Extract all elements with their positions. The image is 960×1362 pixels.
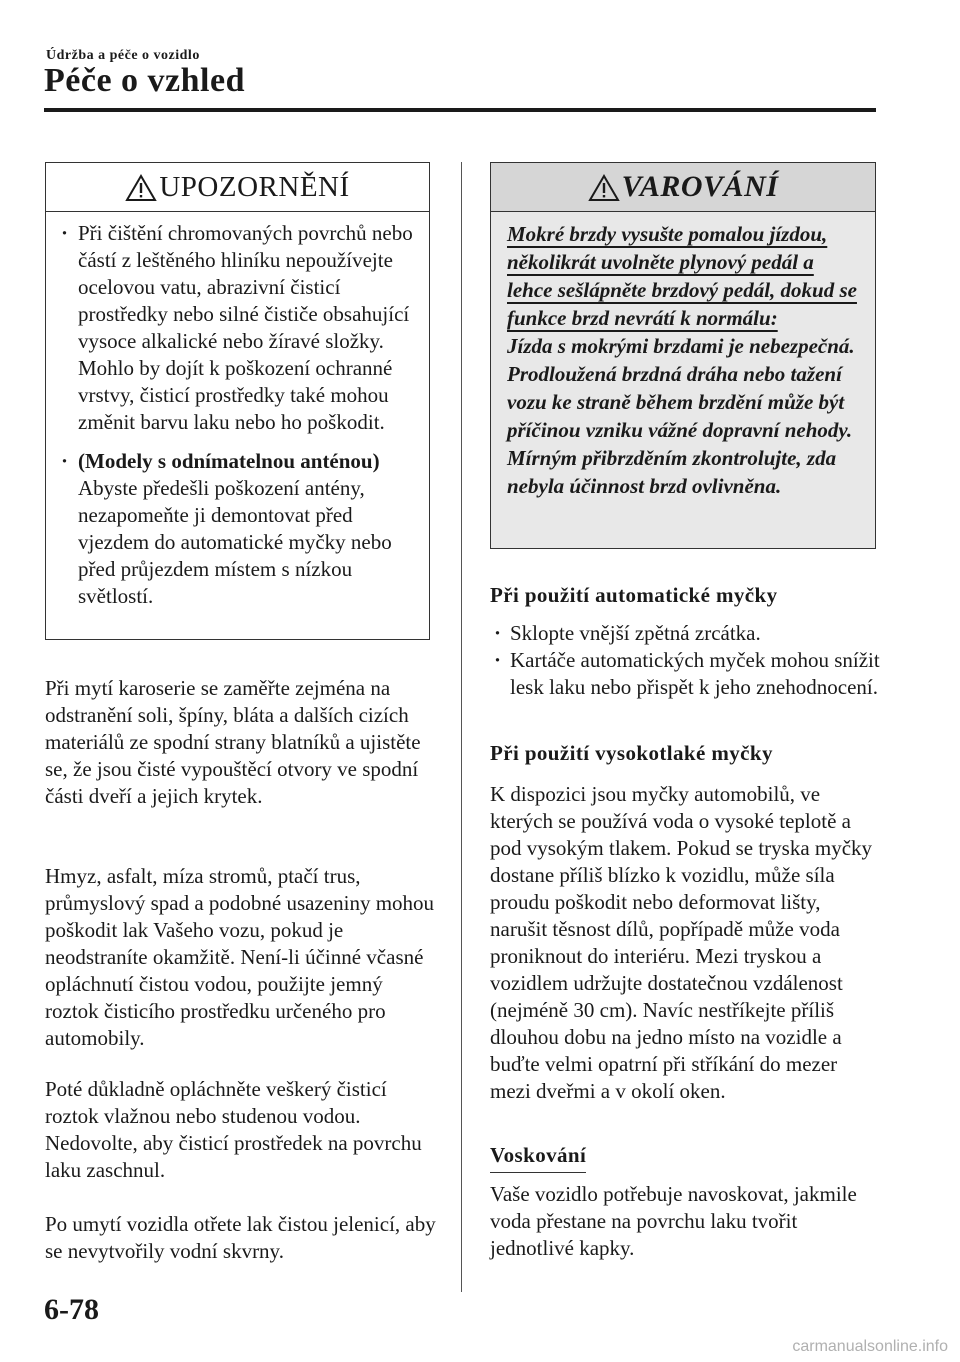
pressure-heading: Při použití vysokotlaké myčky xyxy=(490,741,773,765)
warning-text: Jízda s mokrými brzdami je nebezpečná. Prodloužená brzdná dráha nebo tažení vozu ke straně během brzdění může být příčinou vzniku vážné dopravní nehody. Mírným přibrzděním zkontrolujte, zda nebyla účinnost brzd ovlivněna. xyxy=(507,334,855,498)
warning-box xyxy=(490,162,876,549)
watermark: carmanualsonline.info xyxy=(792,1338,948,1355)
header-rule xyxy=(44,108,876,112)
warning-underlined-text: Mokré brzdy vysušte pomalou jízdou, několikrát uvolněte plynový pedál a lehce sešlápněte brzdový pedál, dokud se funkce brzd nevrátí k normálu: xyxy=(507,222,857,330)
page-title: Péče o vzhled xyxy=(44,62,245,99)
caution-list xyxy=(46,212,429,610)
waxing-paragraph: Vaše vozidlo potřebuje navoskovat, jakmile voda přestane na povrchu laku tvořit jednotlivé kapky. xyxy=(490,1182,857,1260)
caution-title: UPOZORNĚNÍ xyxy=(159,170,350,203)
warning-header xyxy=(491,163,875,212)
header-subtitle: Údržba a péče o vozidlo xyxy=(46,48,200,63)
waxing-heading: Voskování xyxy=(490,1142,880,1173)
caution-box xyxy=(45,162,430,640)
list-item: · Kartáče automatických myček mohou snížit lesk laku nebo přispět k jeho znehodnocení. xyxy=(490,647,880,701)
warning-triangle-icon xyxy=(125,174,157,202)
list-item: · Sklopte vnější zpětná zrcátka. xyxy=(490,620,880,647)
caution-header xyxy=(46,163,429,212)
carwash-list xyxy=(490,620,880,701)
left-paragraph-4: Po umytí vozidla otřete lak čistou jelenicí, aby se nevytvořily vodní skvrny. xyxy=(45,1212,436,1263)
warning-triangle-icon xyxy=(588,174,620,202)
caution-item-antenna: · (Modely s odnímatelnou anténou) Abyste předešli poškození antény, nezapomeňte ji demontovat před vjezdem do automatické myčky nebo před průjezdem místem s nízkou světlostí. xyxy=(58,448,415,610)
pressure-paragraph: K dispozici jsou myčky automobilů, ve kterých se používá voda o vysoké teplotě a pod vysokým tlakem. Pokud se tryska myčky dostane příliš blízko k vozidlu, může síla proudu poškodit nebo deformovat lišty, narušit těsnost dílů, popřípadě může voda proniknout do interiéru. Mezi tryskou a vozidlem udržujte dostatečnou vzdálenost (nejméně 30 cm). Navíc nestříkejte příliš dlouhou dobu na jedno místo na vozidle a buďte velmi opatrní při stříkání do mezer mezi dveřmi a v okolí oken. xyxy=(490,782,873,1103)
caution-item-chrome: · Při čištění chromovaných povrchů nebo částí z leštěného hliníku nepoužívejte ocelovou vatu, abrazivní čisticí prostředky nebo silné čističe obsahující vysoce alkalické nebo žíravé složky. Mohlo by dojít k poškození ochranné vrstvy, čisticí prostředky také mohou změnit barvu laku nebo ho poškodit. xyxy=(58,220,415,436)
left-paragraph-1: Při mytí karoserie se zaměřte zejména na odstranění soli, špíny, bláta a dalších cizích materiálů ze spodní strany blatníků a ujistěte se, že jsou čisté vypouštěcí otvory ve spodní části dveří a jejich krytek. xyxy=(45,676,421,808)
column-divider xyxy=(461,162,462,1292)
caution-item-antenna-lead: · (Modely s odnímatelnou anténou) xyxy=(78,449,380,473)
warning-title: VAROVÁNÍ xyxy=(621,170,779,203)
page-number: 6-78 xyxy=(44,1293,99,1326)
warning-body xyxy=(491,212,875,500)
carwash-heading: Při použití automatické myčky xyxy=(490,583,778,607)
left-paragraph-2: Hmyz, asfalt, míza stromů, ptačí trus, průmyslový spad a podobné usazeniny mohou poškodit lak Vašeho vozu, pokud je neodstraníte okamžitě. Není-li účinné včasné opláchnutí čistou vodou, použijte jemný roztok čisticího prostředku určeného pro automobily. xyxy=(45,864,435,1050)
left-paragraph-3: Poté důkladně opláchněte veškerý čisticí roztok vlažnou nebo studenou vodou. Nedovolte, aby čisticí prostředek na povrchu laku zaschnul. xyxy=(45,1077,422,1182)
